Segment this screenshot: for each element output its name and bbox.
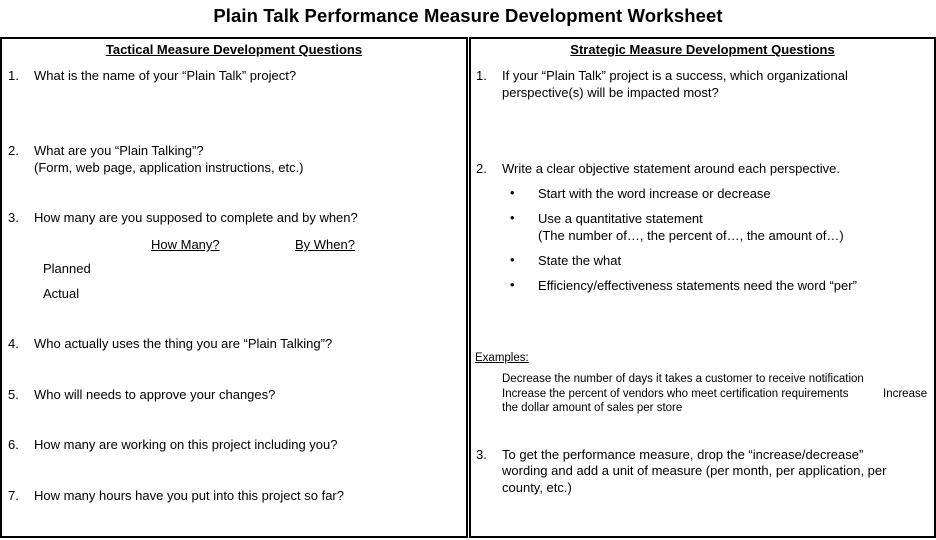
s1-text-line2: perspective(s) will be impacted most? [502, 85, 719, 100]
strategic-heading: Strategic Measure Development Questions [570, 42, 835, 57]
q2-text-line1: What are you “Plain Talking”? [34, 143, 204, 158]
q3-text: How many are you supposed to complete and by when? [34, 210, 358, 225]
bullet-2-text-line2: (The number of…, the percent of…, the amount of…) [538, 228, 844, 243]
q4-text: Who actually uses the thing you are “Plain Talking”? [34, 336, 333, 351]
by-when-column-label: By When? [295, 237, 355, 252]
s3-text-line1: To get the performance measure, drop the “increase/decrease” [502, 447, 864, 462]
q2-text-line2: (Form, web page, application instructions, etc.) [34, 160, 304, 175]
s3-number: 3. [476, 447, 487, 462]
tactical-heading: Tactical Measure Development Questions [105, 42, 363, 57]
q5-number: 5. [8, 387, 19, 402]
example-line-2: Increase the percent of vendors who meet certification requirements [502, 388, 849, 400]
tactical-panel [0, 37, 468, 538]
q6-number: 6. [8, 437, 19, 452]
q5-text: Who will needs to approve your changes? [34, 387, 276, 402]
page-title: Plain Talk Performance Measure Development Worksheet [213, 5, 723, 26]
example-line-1: Decrease the number of days it takes a customer to receive notification [502, 373, 864, 385]
bullet-mark: • [510, 185, 515, 200]
q1-number: 1. [8, 68, 19, 83]
q4-number: 4. [8, 336, 19, 351]
planned-row-label: Planned [43, 261, 91, 276]
examples-label: Examples: [475, 352, 529, 364]
s2-text: Write a clear objective statement around each perspective. [502, 161, 840, 176]
q7-number: 7. [8, 488, 19, 503]
q3-number: 3. [8, 210, 19, 225]
bullet-mark: • [510, 277, 515, 292]
q6-text: How many are working on this project including you? [34, 437, 338, 452]
example-line-2-continuation: Increase [883, 388, 928, 400]
bullet-mark: • [510, 210, 515, 225]
s1-number: 1. [476, 68, 487, 83]
how-many-column-label: How Many? [151, 237, 220, 252]
bullet-2-text-line1: Use a quantitative statement [538, 211, 703, 226]
s3-text-line2: wording and add a unit of measure (per month, per application, per [502, 463, 887, 478]
example-line-3: the dollar amount of sales per store [502, 402, 683, 414]
q7-text: How many hours have you put into this project so far? [34, 488, 344, 503]
bullet-4-text: Efficiency/effectiveness statements need the word “per” [538, 278, 857, 293]
s3-text-line3: county, etc.) [502, 480, 572, 495]
q2-number: 2. [8, 143, 19, 158]
s1-text-line1: If your “Plain Talk” project is a success, which organizational [502, 68, 848, 83]
bullet-1-text: Start with the word increase or decrease [538, 186, 771, 201]
actual-row-label: Actual [43, 286, 80, 301]
q1-text: What is the name of your “Plain Talk” project? [34, 68, 297, 83]
strategic-panel [469, 37, 936, 538]
s2-number: 2. [476, 161, 487, 176]
bullet-3-text: State the what [538, 253, 622, 268]
bullet-mark: • [510, 252, 515, 267]
